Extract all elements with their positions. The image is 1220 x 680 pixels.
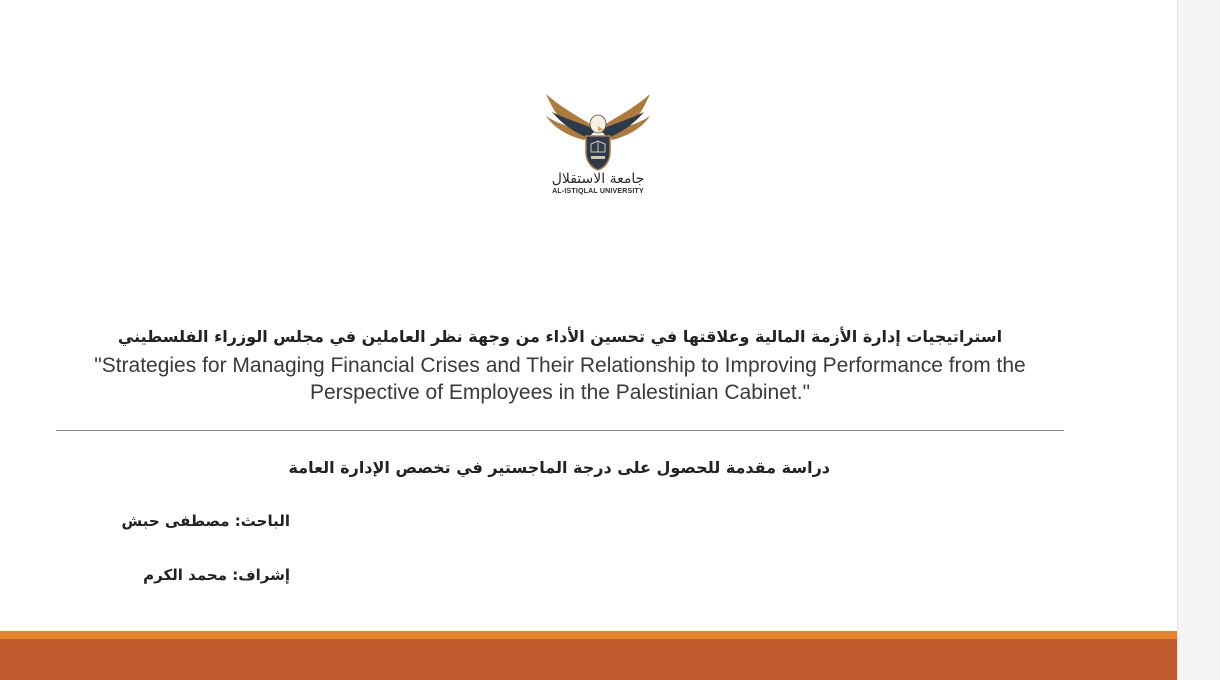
divider: [56, 430, 1064, 431]
scrollbar-track[interactable]: [1177, 0, 1220, 680]
supervisor-name: إشراف: محمد الكرم: [143, 566, 290, 584]
thesis-title-arabic: استراتيجيات إدارة الأزمة المالية وعلاقتها في تحسين الأداء من وجهة نظر العاملين في مجلس الوزراء الفلسطيني: [117, 327, 1003, 346]
footer-band-accent: [0, 631, 1177, 639]
degree-statement: دراسة مقدمة للحصول على درجة الماجستير في تخصص الإدارة العامة: [288, 458, 830, 477]
university-logo: [538, 88, 658, 200]
logo-english-name: AL-ISTIQLAL UNIVERSITY: [552, 188, 644, 195]
eagle-emblem-icon: [538, 88, 658, 172]
researcher-name: الباحث: مصطفى حبش: [121, 512, 290, 530]
thesis-title-english: "Strategies for Managing Financial Crises and Their Relationship to Improving Performance from the Perspective of Employees in the Palestinian Cabinet.": [94, 354, 1026, 404]
logo-arabic-name: جامعة الاستقلال: [551, 171, 645, 187]
footer-band: [0, 639, 1177, 680]
